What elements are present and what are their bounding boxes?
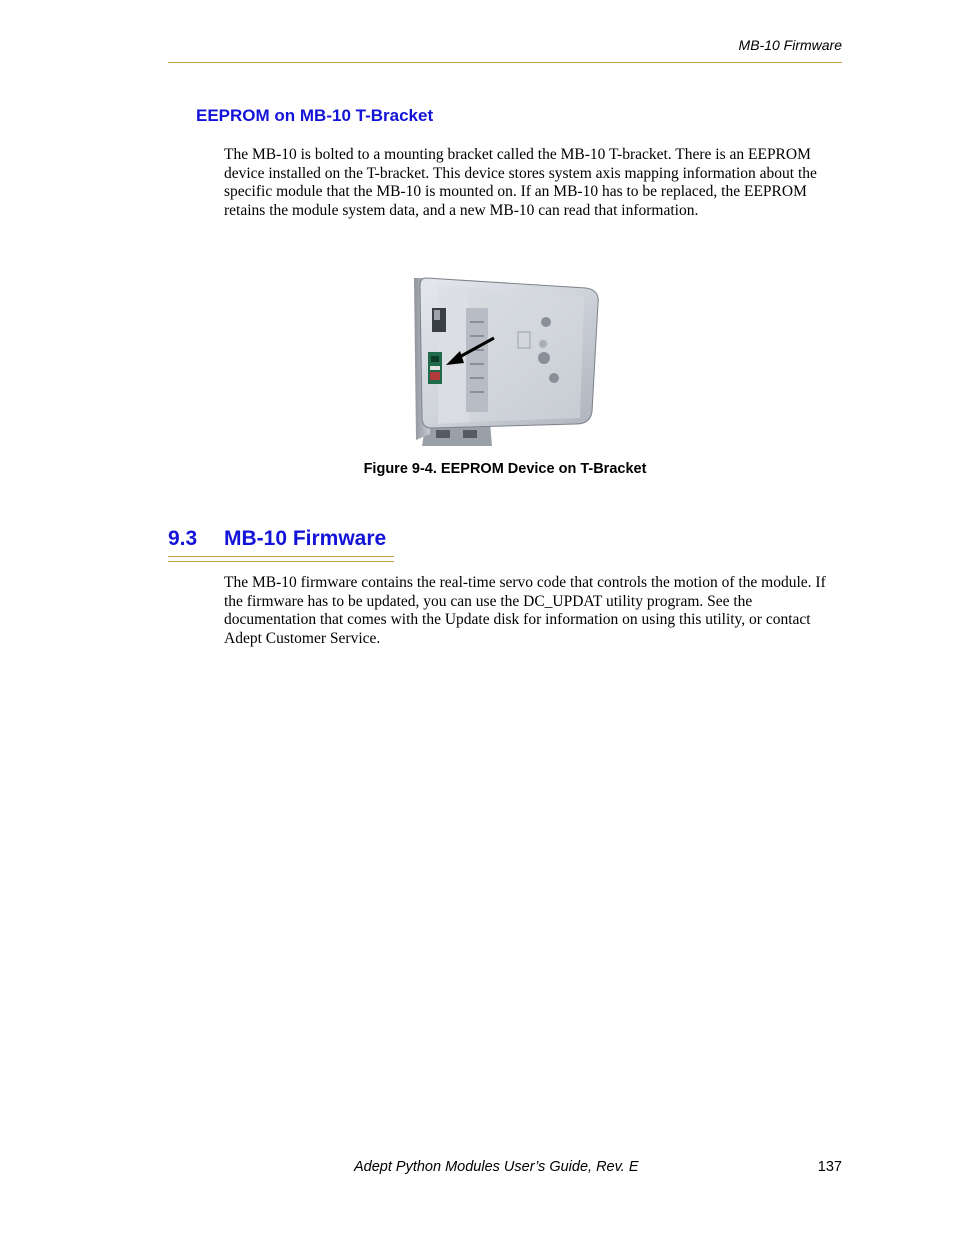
section-rule-bottom bbox=[168, 561, 394, 562]
section-title: MB-10 Firmware bbox=[224, 527, 387, 550]
section-rule-top bbox=[168, 556, 394, 557]
section-heading bbox=[168, 527, 394, 557]
header-rule bbox=[168, 62, 842, 63]
t-bracket-photo bbox=[408, 274, 602, 447]
body-paragraph-firmware: The MB-10 firmware contains the real-time servo code that controls the motion of the module. If the firmware has to be updated, you can use the DC_UPDAT utility program. See the documentation that comes with the Update disk for information on using this utility, or contact Adept Customer Service. bbox=[224, 574, 826, 647]
footer-page-number: 137 bbox=[817, 1159, 842, 1175]
body-paragraph-eeprom: The MB-10 is bolted to a mounting bracket called the MB-10 T-bracket. There is an EEPROM device installed on the T-bracket. This device stores system axis mapping information about the specific module that the MB-10 is mounted on. If an MB-10 has to be replaced, the EEPROM retains the module system data, and a new MB-10 can read that information. bbox=[224, 146, 817, 219]
subsection-heading: EEPROM on MB-10 T-Bracket bbox=[196, 106, 434, 125]
footer-document-title: Adept Python Modules User’s Guide, Rev. E bbox=[354, 1159, 639, 1175]
figure-caption: Figure 9-4. EEPROM Device on T-Bracket bbox=[363, 461, 647, 477]
section-number: 9.3 bbox=[168, 527, 198, 550]
running-header: MB-10 Firmware bbox=[738, 37, 842, 53]
t-bracket-illustration bbox=[408, 274, 602, 447]
